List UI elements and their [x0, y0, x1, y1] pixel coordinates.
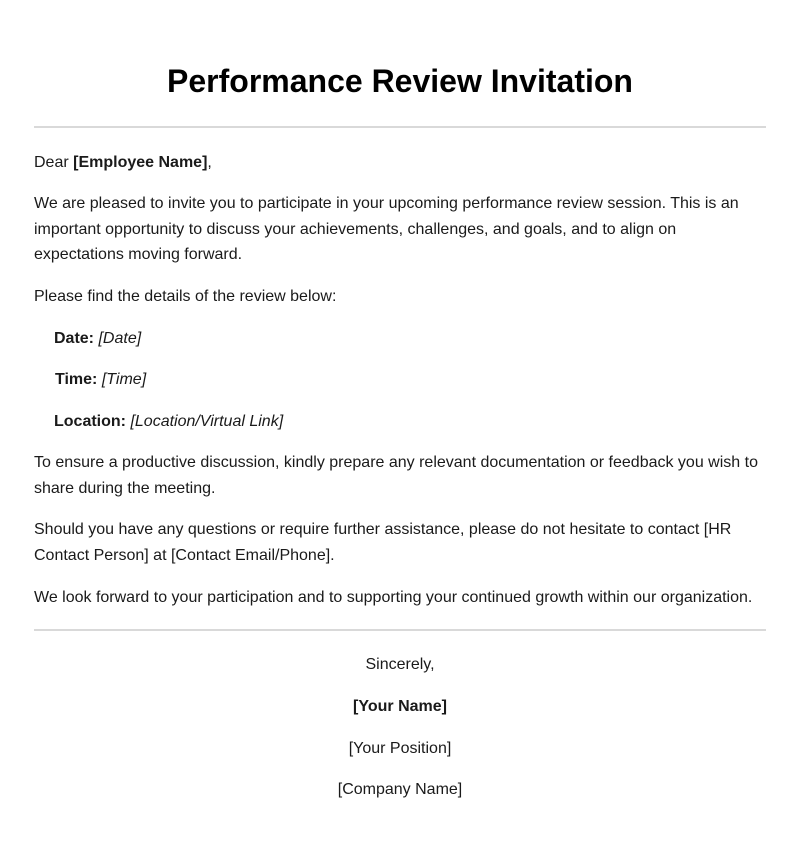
detail-time-label: Time: — [55, 371, 98, 388]
detail-time-value: [Time] — [101, 371, 147, 388]
bottom-divider — [34, 629, 766, 631]
intro-paragraph: We are pleased to invite you to participate in your upcoming performance review session. This is an important opportunity to discuss your achievements, challenges, and goals, and to align on expectations moving forward. — [34, 195, 739, 263]
employee-name-placeholder: [Employee Name] — [73, 154, 208, 171]
closing-paragraph: We look forward to your participation and to supporting your continued growth within our organization. — [34, 589, 753, 606]
top-divider — [34, 126, 766, 128]
signer-name: [Your Name] — [353, 698, 447, 715]
signer-position: [Your Position] — [348, 740, 452, 757]
detail-date-value: [Date] — [98, 330, 142, 347]
detail-date-label: Date: — [54, 330, 95, 347]
prepare-paragraph: To ensure a productive discussion, kindly prepare any relevant documentation or feedback you wish to share during the meeting. — [34, 454, 758, 497]
detail-location — [54, 409, 283, 435]
greeting-prefix: Dear — [34, 154, 74, 171]
detail-location-label: Location: — [54, 413, 126, 430]
detail-date — [54, 326, 141, 352]
signer-company: [Company Name] — [337, 781, 463, 798]
page-title: Performance Review Invitation — [167, 63, 633, 99]
greeting — [34, 150, 769, 176]
greeting-suffix: , — [207, 154, 212, 171]
details-intro-paragraph: Please find the details of the review below: — [34, 288, 337, 305]
sign-off: Sincerely, — [365, 656, 435, 673]
detail-location-value: [Location/Virtual Link] — [130, 413, 284, 430]
questions-paragraph: Should you have any questions or require further assistance, please do not hesitate to contact [HR Contact Person] at [Contact Email/Phone]. — [34, 521, 732, 564]
detail-time — [55, 367, 146, 393]
